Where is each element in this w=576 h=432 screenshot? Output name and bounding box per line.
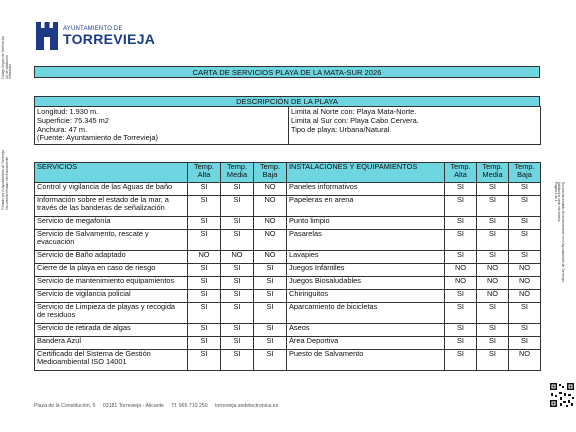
service-temp-baja: SI bbox=[254, 324, 287, 337]
table-row bbox=[35, 251, 541, 264]
service-temp-alta: NO bbox=[188, 251, 221, 264]
table-row bbox=[35, 337, 541, 350]
header-temp-alta-2: Temp. Alta bbox=[445, 163, 477, 183]
service-temp-media: SI bbox=[221, 290, 254, 303]
facility-temp-baja: SI bbox=[509, 324, 541, 337]
logo-subtitle: AYUNTAMIENTO DE bbox=[63, 26, 123, 32]
service-temp-baja: SI bbox=[254, 350, 287, 371]
facility-name: Paneles informativos bbox=[287, 183, 445, 196]
header-facilities: INSTALACIONES Y EQUIPAMIENTOS bbox=[287, 163, 445, 183]
service-name: Información sobre el estado de la mar, a través de las banderas de señalización bbox=[35, 196, 188, 217]
facility-temp-media: SI bbox=[477, 251, 509, 264]
facility-temp-alta: NO bbox=[445, 264, 477, 277]
service-name: Servicio de retirada de algas bbox=[35, 324, 188, 337]
service-temp-media: SI bbox=[221, 324, 254, 337]
table-row bbox=[35, 196, 541, 217]
table-row bbox=[35, 264, 541, 277]
facility-temp-alta: SI bbox=[445, 290, 477, 303]
service-temp-baja: SI bbox=[254, 264, 287, 277]
service-temp-alta: SI bbox=[188, 230, 221, 251]
facility-name: Pasarelas bbox=[287, 230, 445, 251]
service-temp-alta: SI bbox=[188, 337, 221, 350]
facility-temp-alta: SI bbox=[445, 251, 477, 264]
service-name: Cierre de la playa en caso de riesgo bbox=[35, 264, 188, 277]
service-temp-alta: SI bbox=[188, 290, 221, 303]
table-row bbox=[35, 350, 541, 371]
table-row bbox=[35, 277, 541, 290]
facility-temp-media: SI bbox=[477, 230, 509, 251]
facility-temp-media: SI bbox=[477, 350, 509, 371]
service-name: Servicio de vigilancia policial bbox=[35, 290, 188, 303]
description-line: Limita al Sur con: Playa Cabo Cervera. bbox=[291, 115, 419, 125]
ayuntamiento-logo bbox=[36, 20, 155, 52]
service-temp-baja: SI bbox=[254, 277, 287, 290]
service-temp-alta: SI bbox=[188, 277, 221, 290]
facility-temp-media: SI bbox=[477, 183, 509, 196]
qr-code-icon[interactable] bbox=[549, 382, 575, 408]
footer-phone: Tf. 965 710 250 bbox=[171, 403, 208, 409]
service-temp-media: SI bbox=[221, 183, 254, 196]
service-temp-media: SI bbox=[221, 196, 254, 217]
facility-name: Aparcamiento de bicicletas bbox=[287, 303, 445, 324]
service-temp-baja: NO bbox=[254, 230, 287, 251]
description-heading: DESCRIPCIÓN DE LA PLAYA bbox=[34, 96, 540, 107]
service-temp-alta: SI bbox=[188, 217, 221, 230]
description-line: Anchura: 47 m. bbox=[37, 124, 88, 134]
service-temp-media: SI bbox=[221, 230, 254, 251]
side-note-left-bottom bbox=[2, 150, 16, 230]
logo-title: TORREVIEJA bbox=[63, 31, 156, 47]
facility-name: Juegos Biosaludables bbox=[287, 277, 445, 290]
service-temp-media: SI bbox=[221, 350, 254, 371]
description-line: (Fuente: Ayuntamiento de Torrevieja) bbox=[37, 133, 158, 143]
service-temp-media: SI bbox=[221, 337, 254, 350]
facility-temp-media: NO bbox=[477, 290, 509, 303]
facility-temp-alta: SI bbox=[445, 337, 477, 350]
side-note-line: Validación: sede electrónica bbox=[557, 182, 562, 222]
service-name: Servicio de Salvamento, rescate y evacuación bbox=[35, 230, 188, 251]
side-note-right bbox=[553, 182, 566, 332]
service-temp-media: SI bbox=[221, 277, 254, 290]
header-temp-media-2: Temp. Media bbox=[477, 163, 509, 183]
footer bbox=[34, 403, 284, 409]
facility-temp-baja: SI bbox=[509, 217, 541, 230]
facility-name: Puesto de Salvamento bbox=[287, 350, 445, 371]
header-temp-baja-2: Temp. Baja bbox=[509, 163, 541, 183]
service-temp-baja: SI bbox=[254, 337, 287, 350]
service-temp-media: NO bbox=[221, 251, 254, 264]
service-temp-baja: SI bbox=[254, 303, 287, 324]
facility-temp-baja: NO bbox=[509, 264, 541, 277]
table-row bbox=[35, 303, 541, 324]
table-row bbox=[35, 217, 541, 230]
service-temp-alta: SI bbox=[188, 303, 221, 324]
service-temp-alta: SI bbox=[188, 183, 221, 196]
header-temp-baja: Temp. Baja bbox=[254, 163, 287, 183]
facility-name: Papeleras en arena bbox=[287, 196, 445, 217]
footer-web[interactable]: torrevieja.sedelectronica.es bbox=[215, 403, 279, 409]
facility-temp-alta: NO bbox=[445, 277, 477, 290]
description-right bbox=[289, 107, 541, 145]
facility-name: Chiringuitos bbox=[287, 290, 445, 303]
facility-temp-media: NO bbox=[477, 264, 509, 277]
document-title: CARTA DE SERVICIOS PLAYA DE LA MATA-SUR 2026 bbox=[34, 66, 540, 78]
facility-temp-alta: SI bbox=[445, 230, 477, 251]
description-table bbox=[34, 106, 541, 145]
side-note-line: Código Seguro de Verificación bbox=[1, 36, 5, 79]
facility-temp-baja: NO bbox=[509, 290, 541, 303]
facility-name: Punto limpio bbox=[287, 217, 445, 230]
description-left bbox=[35, 107, 289, 145]
table-row bbox=[35, 324, 541, 337]
header-temp-alta: Temp. Alta bbox=[188, 163, 221, 183]
table-row bbox=[35, 290, 541, 303]
service-name: Certificado del Sistema de Gestión Medioambiental ISO 14001 bbox=[35, 350, 188, 371]
side-note-left-top bbox=[2, 36, 16, 114]
service-name: Bandera Azul bbox=[35, 337, 188, 350]
facility-temp-baja: NO bbox=[509, 277, 541, 290]
facility-name: Juegos Infantiles bbox=[287, 264, 445, 277]
torre-logo-icon bbox=[36, 22, 58, 50]
facility-temp-alta: SI bbox=[445, 183, 477, 196]
facility-temp-alta: SI bbox=[445, 217, 477, 230]
side-note-line: Url de validación bbox=[4, 55, 9, 79]
description-line: Longitud: 1.930 m. bbox=[37, 107, 99, 116]
header-temp-media: Temp. Media bbox=[221, 163, 254, 183]
service-temp-baja: NO bbox=[254, 183, 287, 196]
services-table bbox=[34, 162, 541, 371]
facility-temp-media: SI bbox=[477, 303, 509, 324]
facility-temp-baja: SI bbox=[509, 196, 541, 217]
facility-temp-baja: SI bbox=[509, 183, 541, 196]
side-note-line: Documento firmado electrónicamente en el Ayuntamiento de Torrevieja bbox=[561, 182, 565, 282]
service-temp-baja: NO bbox=[254, 217, 287, 230]
service-temp-alta: SI bbox=[188, 264, 221, 277]
facility-temp-media: SI bbox=[477, 337, 509, 350]
facility-temp-alta: SI bbox=[445, 350, 477, 371]
facility-temp-media: SI bbox=[477, 217, 509, 230]
facility-temp-media: SI bbox=[477, 324, 509, 337]
facility-temp-alta: SI bbox=[445, 196, 477, 217]
service-name: Servicio de Baño adaptado bbox=[35, 251, 188, 264]
service-temp-alta: SI bbox=[188, 350, 221, 371]
header-services: SERVICIOS bbox=[35, 163, 188, 183]
service-temp-media: SI bbox=[221, 303, 254, 324]
service-temp-baja: NO bbox=[254, 196, 287, 217]
footer-city: 03181 Torrevieja - Alicante bbox=[102, 403, 164, 409]
service-temp-media: SI bbox=[221, 264, 254, 277]
facility-temp-media: NO bbox=[477, 277, 509, 290]
side-note-line: Documento firmado electrónicamente bbox=[4, 156, 9, 210]
service-temp-media: SI bbox=[221, 217, 254, 230]
service-name: Control y vigilancia de las Aguas de baño bbox=[35, 183, 188, 196]
footer-address: Plaza de la Constitución, 5 bbox=[34, 403, 96, 409]
table-row bbox=[35, 230, 541, 251]
side-note-line: Metadatos bbox=[8, 64, 13, 79]
service-name: Servicio de megafonía bbox=[35, 217, 188, 230]
facility-temp-baja: NO bbox=[509, 350, 541, 371]
facility-temp-alta: SI bbox=[445, 303, 477, 324]
facility-temp-baja: SI bbox=[509, 230, 541, 251]
facility-temp-baja: SI bbox=[509, 337, 541, 350]
table-row bbox=[35, 183, 541, 196]
service-temp-alta: SI bbox=[188, 324, 221, 337]
facility-name: Lavapies bbox=[287, 251, 445, 264]
service-temp-baja: NO bbox=[254, 251, 287, 264]
service-temp-baja: SI bbox=[254, 290, 287, 303]
side-note-line: Página 1 de 1 bbox=[553, 182, 558, 202]
facility-name: Área Deportiva bbox=[287, 337, 445, 350]
description-line: Tipo de playa: Urbana/Natural. bbox=[291, 124, 392, 134]
service-name: Servicio de mantenimiento equipamientos bbox=[35, 277, 188, 290]
facility-temp-baja: SI bbox=[509, 303, 541, 324]
facility-name: Aseos bbox=[287, 324, 445, 337]
description-line: Superficie: 75.345 m2 bbox=[37, 115, 109, 125]
facility-temp-baja: SI bbox=[509, 251, 541, 264]
description-line: Limita al Norte con: Playa Mata-Norte. bbox=[291, 107, 417, 116]
side-note-line: Firmado por el Ayuntamiento de Torrevieja bbox=[1, 150, 5, 210]
service-name: Servicio de Limpieza de playas y recogida de residuos bbox=[35, 303, 188, 324]
facility-temp-media: SI bbox=[477, 196, 509, 217]
service-temp-alta: SI bbox=[188, 196, 221, 217]
facility-temp-alta: SI bbox=[445, 324, 477, 337]
